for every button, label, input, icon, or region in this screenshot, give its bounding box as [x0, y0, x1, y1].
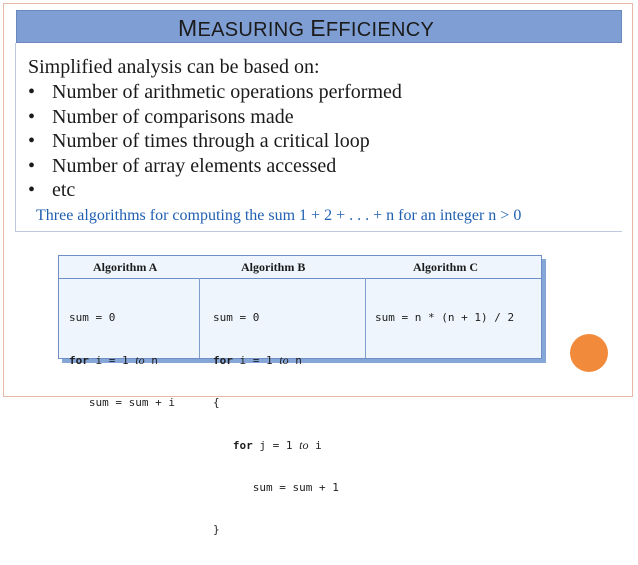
accent-line-vertical [15, 43, 16, 231]
code-line: for j = 1 to i [232, 438, 322, 452]
decorative-orange-circle [570, 334, 608, 372]
code-line: sum = sum + 1 [213, 481, 339, 494]
code-line: sum = n * (n + 1) / 2 [375, 311, 515, 324]
header-algorithm-c: Algorithm C [413, 260, 478, 274]
header-algorithm-b: Algorithm B [241, 260, 306, 274]
code-line: for i = 1 to n [213, 353, 302, 367]
table-header-row [59, 256, 541, 279]
table-body [58, 255, 542, 536]
bullet-item: • Number of array elements accessed [28, 154, 337, 177]
slide-title: MEASURING EFFICIENCY [178, 15, 435, 41]
algorithms-table [58, 255, 546, 536]
column-divider [365, 278, 366, 358]
bullet-item: • Number of comparisons made [28, 105, 294, 128]
code-line: { [213, 396, 220, 409]
algorithm-b-code [213, 283, 339, 565]
code-line: sum = sum + i [69, 396, 175, 409]
header-algorithm-a: Algorithm A [93, 260, 158, 274]
code-line: sum = 0 [69, 311, 116, 324]
figure-caption: Three algorithms for computing the sum 1 + 2 + . . . + n for an integer n > 0 [36, 207, 522, 224]
bullet-list [28, 80, 402, 203]
bullet-item: • etc [28, 179, 76, 202]
intro-text: Simplified analysis can be based on: [28, 56, 320, 78]
column-divider [199, 278, 200, 358]
code-line: } [213, 523, 220, 536]
algorithm-c-code [375, 283, 514, 353]
code-line: sum = 0 [213, 311, 260, 324]
algorithm-a-code [69, 283, 175, 438]
bullet-item: • Number of arithmetic operations performed [28, 81, 402, 103]
code-line: for i = 1 to n [69, 353, 158, 367]
bullet-item: • Number of times through a critical loop [28, 130, 370, 153]
accent-line-horizontal [15, 231, 622, 232]
